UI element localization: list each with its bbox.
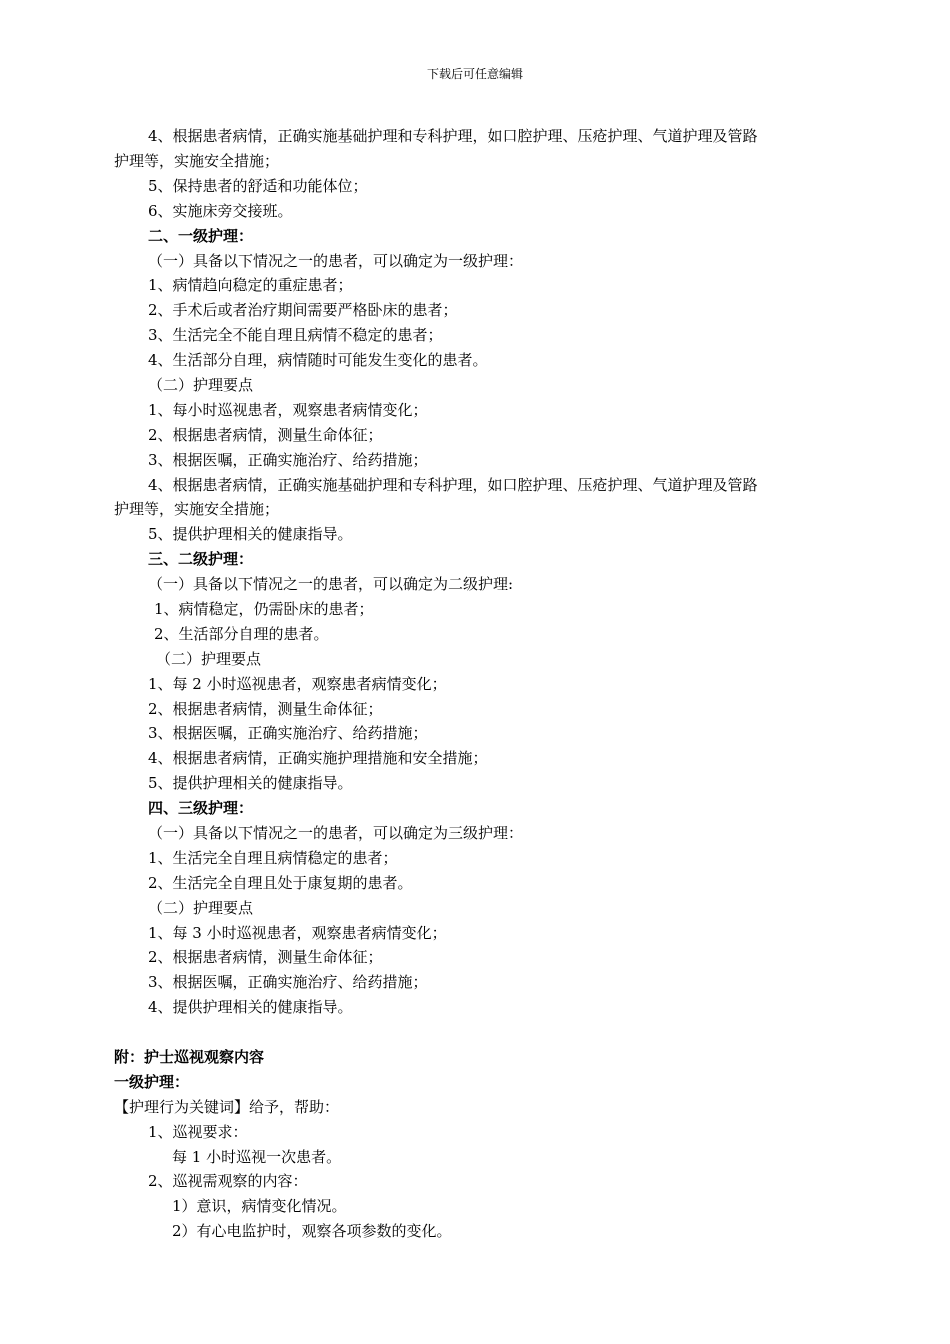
text-line: （一）具备以下情况之一的患者，可以确定为三级护理： <box>148 824 524 842</box>
text-line: 1、每小时巡视患者，观察患者病情变化； <box>148 401 428 419</box>
text-line: 每 1 小时巡视一次患者。 <box>172 1148 342 1166</box>
text-line: 护理等，实施安全措施； <box>114 152 280 170</box>
section-heading: 一级护理： <box>114 1073 190 1091</box>
text-line: 3、根据医嘱，正确实施治疗、给药措施； <box>148 973 428 991</box>
text-line: 【护理行为关键词】给予，帮助： <box>114 1098 340 1116</box>
text-line: 6、实施床旁交接班。 <box>148 202 293 220</box>
text-line: 2、生活完全自理且处于康复期的患者。 <box>148 874 413 892</box>
text-line: 5、提供护理相关的健康指导。 <box>148 774 353 792</box>
text-line: 5、保持患者的舒适和功能体位； <box>148 177 368 195</box>
text-line: 1、病情稳定，仍需卧床的患者； <box>154 600 374 618</box>
text-line: 1、每 2 小时巡视患者，观察患者病情变化； <box>148 675 447 693</box>
section-heading: 四、三级护理： <box>148 799 254 817</box>
text-line: 2）有心电监护时，观察各项参数的变化。 <box>172 1222 452 1240</box>
text-line: 1、巡视要求： <box>148 1123 248 1141</box>
text-line: （二）护理要点 <box>148 376 254 394</box>
text-line: 4、生活部分自理，病情随时可能发生变化的患者。 <box>148 351 488 369</box>
text-line: （一）具备以下情况之一的患者，可以确定为二级护理: <box>148 575 514 593</box>
text-line: 3、根据医嘱，正确实施治疗、给药措施； <box>148 724 428 742</box>
text-line: 2、根据患者病情，测量生命体征； <box>148 948 383 966</box>
text-line: 护理等，实施安全措施； <box>114 500 280 518</box>
text-line: 4、根据患者病情，正确实施基础护理和专科护理，如口腔护理、压疮护理、气道护理及管路 <box>148 476 758 494</box>
text-line: （二）护理要点 <box>148 899 254 917</box>
text-line: 2、生活部分自理的患者。 <box>154 625 329 643</box>
text-line: 4、根据患者病情，正确实施护理措施和安全措施； <box>148 749 488 767</box>
text-line: 5、提供护理相关的健康指导。 <box>148 525 353 543</box>
text-line: 1、每 3 小时巡视患者，观察患者病情变化； <box>148 924 447 942</box>
text-line: （二）护理要点 <box>156 650 262 668</box>
text-line: 2、手术后或者治疗期间需要严格卧床的患者； <box>148 301 458 319</box>
page-header: 下载后可任意编辑 <box>426 67 523 81</box>
text-line: 1）意识，病情变化情况。 <box>172 1197 347 1215</box>
text-line: 3、根据医嘱，正确实施治疗、给药措施； <box>148 451 428 469</box>
text-line: 2、根据患者病情，测量生命体征； <box>148 700 383 718</box>
text-line: 2、根据患者病情，测量生命体征； <box>148 426 383 444</box>
section-heading: 二、一级护理： <box>148 227 254 245</box>
text-line: 1、生活完全自理且病情稳定的患者； <box>148 849 398 867</box>
text-line: 2、巡视需观察的内容： <box>148 1172 308 1190</box>
text-line: 3、生活完全不能自理且病情不稳定的患者； <box>148 326 443 344</box>
text-line: 1、病情趋向稳定的重症患者； <box>148 276 353 294</box>
text-line: （一）具备以下情况之一的患者，可以确定为一级护理： <box>148 252 524 270</box>
text-line: 4、提供护理相关的健康指导。 <box>148 998 353 1016</box>
text-line: 4、根据患者病情，正确实施基础护理和专科护理，如口腔护理、压疮护理、气道护理及管路 <box>148 127 758 145</box>
section-heading: 三、二级护理： <box>148 550 254 568</box>
appendix-title: 附：护士巡视观察内容 <box>114 1048 265 1066</box>
